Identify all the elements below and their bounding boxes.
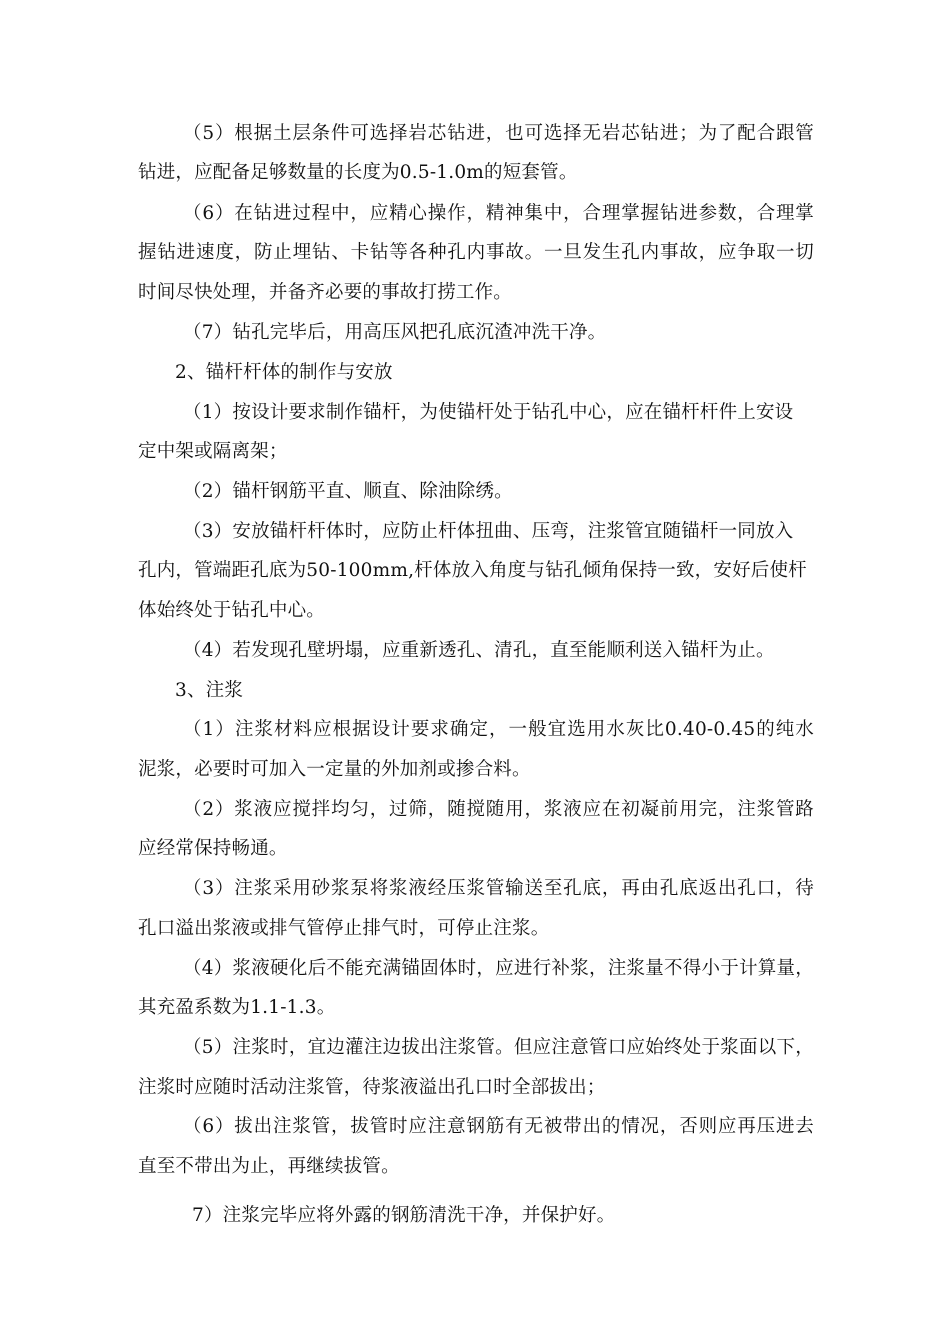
text-line: 孔口溢出浆液或排气管停止排气时，可停止注浆。 xyxy=(138,918,550,939)
text-line: 时间尽快处理，并备齐必要的事故打捞工作。 xyxy=(138,282,513,303)
text-line: （3）注浆采用砂浆泵将浆液经压浆管输送至孔底，再由孔底返出孔口，待 xyxy=(183,878,814,899)
text-line: 孔内，管端距孔底为50-100mm,杆体放入角度与钻孔倾角保持一致，安好后使杆 xyxy=(138,560,807,581)
text-line: 直至不带出为止，再继续拔管。 xyxy=(138,1156,400,1177)
text-line: （4）若发现孔壁坍塌，应重新透孔、清孔，直至能顺利送入锚杆为止。 xyxy=(183,640,775,661)
text-line: （6）在钻进过程中，应精心操作，精神集中，合理掌握钻进参数，合理掌 xyxy=(183,203,814,224)
text-line: （4）浆液硬化后不能充满锚固体时，应进行补浆，注浆量不得小于计算量， xyxy=(183,958,814,979)
text-line: 注浆时应随时活动注浆管，待浆液溢出孔口时全部拔出； xyxy=(138,1077,606,1098)
text-line: 7）注浆完毕应将外露的钢筋清洗干净，并保护好。 xyxy=(192,1205,616,1226)
text-line: （7）钻孔完毕后，用高压风把孔底沉渣冲洗干净。 xyxy=(183,322,607,343)
text-line: （5）注浆时，宜边灌注边拔出注浆管。但应注意管口应始终处于浆面以下， xyxy=(183,1037,814,1058)
text-line: （2）锚杆钢筋平直、顺直、除油除绣。 xyxy=(183,481,513,502)
text-line: 其充盈系数为1.1-1.3。 xyxy=(138,997,336,1018)
text-line: （6）拔出注浆管，拔管时应注意钢筋有无被带出的情况，否则应再压进去 xyxy=(183,1116,814,1137)
text-line: （2）浆液应搅拌均匀，过筛，随搅随用，浆液应在初凝前用完，注浆管路 xyxy=(183,799,814,820)
text-line: 定中架或隔离架； xyxy=(138,441,288,462)
text-line: （5）根据土层条件可选择岩芯钻进，也可选择无岩芯钻进；为了配合跟管 xyxy=(183,123,814,144)
text-line: （3）安放锚杆杆体时，应防止杆体扭曲、压弯，注浆管宜随锚杆一同放入 xyxy=(183,521,794,542)
section-heading: 2、锚杆杆体的制作与安放 xyxy=(175,362,393,383)
text-line: （1）按设计要求制作锚杆，为使锚杆处于钻孔中心，应在锚杆杆件上安设 xyxy=(183,402,794,423)
text-line: 体始终处于钻孔中心。 xyxy=(138,600,326,621)
section-heading: 3、注浆 xyxy=(175,680,244,701)
text-line: 泥浆，必要时可加入一定量的外加剂或掺合料。 xyxy=(138,759,531,780)
text-line: （1）注浆材料应根据设计要求确定，一般宜选用水灰比0.40-0.45的纯水 xyxy=(183,719,814,740)
text-line: 应经常保持畅通。 xyxy=(138,838,288,859)
text-line: 钻进，应配备足够数量的长度为0.5-1.0m的短套管。 xyxy=(138,162,578,183)
text-line: 握钻进速度，防止埋钻、卡钻等各种孔内事故。一旦发生孔内事故，应争取一切 xyxy=(138,242,814,263)
